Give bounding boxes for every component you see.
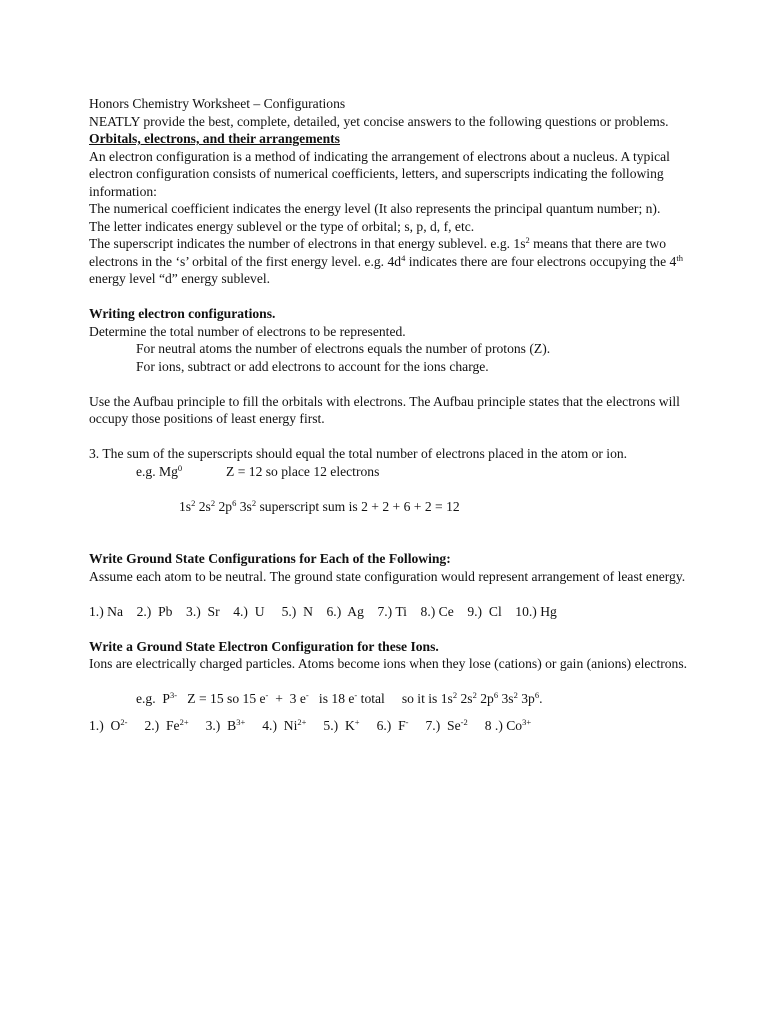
phosphide-configuration-terms	[441, 691, 539, 706]
electron-count: 2	[191, 497, 196, 508]
ions-text: For ions, subtract or add electrons to account for the ions charge.	[136, 358, 489, 374]
ion-charge: -	[405, 716, 409, 727]
electron-count: 2	[251, 497, 257, 508]
electron-count: 6	[534, 690, 540, 700]
atom-list: 1.) Na 2.) Pb 3.) Sr 4.) U 5.) N 6.) Ag 7.) Ti 8.) Ce 9.) Cl 10.) Hg	[89, 603, 557, 619]
electron-count: 2	[210, 497, 216, 508]
section-heading-writing: Writing electron configurations.	[89, 306, 276, 321]
ion-charge: -2	[460, 716, 468, 727]
ion-label: 2.) Fe	[144, 717, 180, 733]
step-1-text: Determine the total number of electrons to be represented.	[89, 323, 406, 339]
instructions: NEATLY provide the best, complete, detailed, yet concise answers to the following questions or problems.	[89, 113, 669, 129]
spacer	[89, 620, 689, 638]
orbital-label: 2p	[218, 498, 233, 514]
section-heading-ground-state: Write Ground State Configurations for Each of the Following:	[89, 551, 451, 566]
electron-count: 6	[493, 690, 499, 700]
ion-label: 4.) Ni	[262, 717, 298, 733]
spacer	[89, 480, 689, 498]
ground-state-text: Assume each atom to be neutral. The ground state configuration would represent arrangement of least energy.	[89, 568, 686, 584]
configuration-term	[480, 691, 498, 706]
ion-charge: 3+	[522, 716, 532, 727]
ion-item	[485, 718, 531, 733]
configuration-term	[240, 499, 256, 514]
mg-example: e.g. Mg$^0$ Z = 12 so place 12 electrons	[136, 462, 380, 479]
letter-text: The letter indicates energy sublevel or the type of orbital; s, p, d, f, etc.	[89, 218, 475, 234]
configuration-term	[199, 499, 215, 514]
ion-item	[262, 718, 306, 733]
ion-charge: 2-	[120, 716, 128, 727]
ion-label: 6.) F	[376, 717, 406, 733]
ion-item	[144, 718, 188, 733]
spacer	[89, 375, 689, 393]
ion-charge: 2+	[179, 716, 189, 727]
ion-label: 1.) O	[89, 717, 121, 733]
aufbau-text: Use the Aufbau principle to fill the orbitals with electrons. The Aufbau principle states that the electrons will occupy those positions of least energy first.	[89, 393, 680, 426]
orbital-label: 3s	[501, 691, 514, 706]
worksheet-content	[89, 95, 689, 734]
mg-configuration-terms	[179, 499, 260, 514]
section-heading-orbitals: Orbitals, electrons, and their arrangements	[89, 131, 340, 146]
electron-count: 2	[472, 690, 477, 700]
ion-label: 5.) K	[323, 717, 355, 733]
worksheet-title: Honors Chemistry Worksheet – Configurations	[89, 96, 346, 111]
spacer	[89, 533, 689, 551]
ion-item	[426, 718, 468, 733]
electron-count: 2	[452, 690, 458, 700]
section-heading-ions: Write a Ground State Electron Configuration for these Ions.	[89, 638, 439, 654]
orbital-label: 2s	[460, 691, 473, 706]
configuration-term	[501, 691, 517, 706]
orbital-label: 3p	[521, 691, 535, 706]
ion-label: 8 .) Co	[484, 717, 523, 733]
spacer	[89, 708, 689, 717]
ion-item	[377, 718, 409, 733]
ion-item	[89, 718, 127, 733]
orbital-label: 1s	[440, 691, 453, 706]
electron-count: 2	[513, 690, 518, 700]
orbital-label: 2s	[198, 498, 211, 514]
ion-charge: +	[354, 716, 360, 727]
neutral-atoms-text: For neutral atoms the number of electrons equals the number of protons (Z).	[136, 341, 551, 356]
superscript-text: The superscript indicates the number of electrons in that energy sublevel. e.g. $1s^2$ means that there are two electrons in the ‘s’ orbital of the first energy level. e.g. $4d^4$ indicates there are four electrons occupying the 4th energy level “d” energy sublevel.	[89, 235, 683, 286]
ion-label: 7.) Se	[425, 717, 461, 733]
ion-item	[206, 718, 246, 733]
spacer	[89, 673, 689, 691]
configuration-term	[219, 499, 237, 514]
orbital-label: 2p	[480, 691, 494, 706]
phosphide-example: e.g. $P^{3-}$ Z = 15 so 15 e- + 3 e- is 18 e- total so it is $1s^2$ $2s^2$ $2p^6$ $3s^2$ $3p^6$.	[136, 690, 543, 706]
ion-charge: 3+	[236, 716, 246, 727]
spacer	[89, 428, 689, 446]
configuration-term	[521, 691, 539, 706]
configuration-term	[179, 499, 195, 514]
ions-definition-text: Ions are electrically charged particles. Atoms become ions when they lose (cations) or gain (anions) electrons.	[89, 656, 688, 671]
configuration-term	[460, 691, 476, 706]
configuration-term	[441, 691, 457, 706]
spacer	[89, 585, 689, 603]
orbital-label: 1s	[179, 498, 192, 514]
electron-count: 6	[232, 497, 237, 508]
mg-configuration: $1s^2$ $2s^2$ $2p^6$ $3s^2$ superscript sum is 2 + 2 + 6 + 2 = 12	[179, 497, 460, 514]
spacer	[89, 515, 689, 533]
spacer	[89, 288, 689, 306]
ion-item	[323, 718, 359, 733]
coefficient-text: The numerical coefficient indicates the energy level (It also represents the principal quantum number; n).	[89, 201, 661, 216]
step-3-text: 3. The sum of the superscripts should equal the total number of electrons placed in the atom or ion.	[89, 446, 628, 461]
orbitals-intro: An electron configuration is a method of indicating the arrangement of electrons about a nucleus. A typical electron configuration consists of numerical coefficients, letters, and superscripts indicating the following information:	[89, 148, 670, 199]
ion-list	[89, 717, 689, 735]
orbital-label: 3s	[239, 498, 252, 514]
ion-label: 3.) B	[205, 717, 237, 733]
ion-charge: 2+	[297, 716, 307, 727]
